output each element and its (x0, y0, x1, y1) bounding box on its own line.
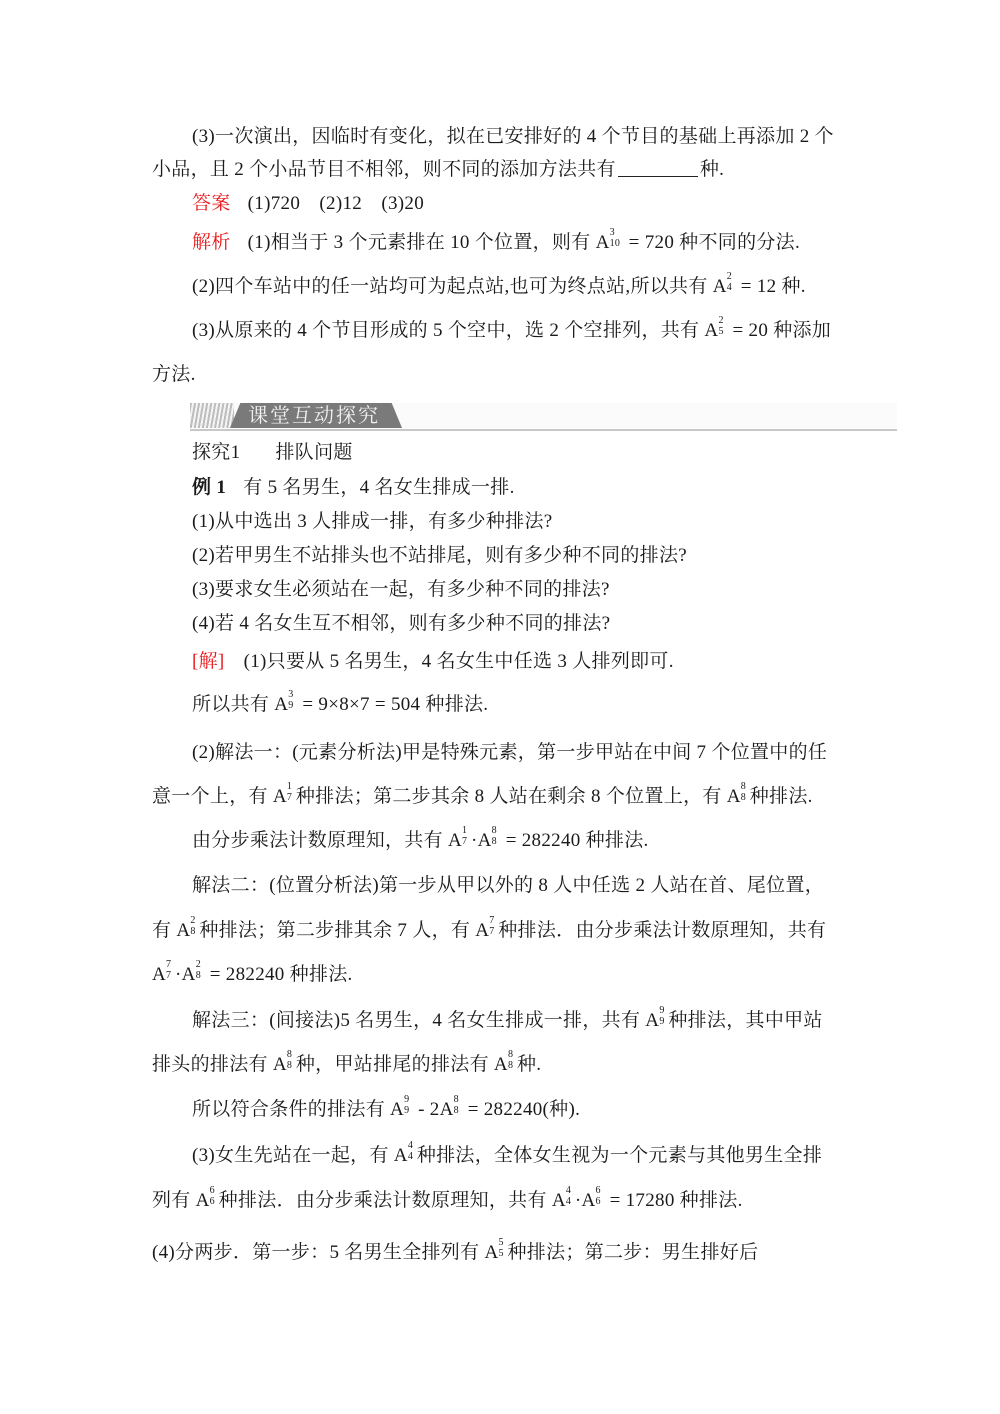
permutation-index: 7 7 (489, 915, 495, 937)
m3-l3-b: - 2A (413, 1099, 454, 1120)
m1-l2-a: 意一个上，有 A (152, 786, 287, 807)
m3-l1-b: 种排法，其中甲站 (668, 1010, 823, 1031)
solution-method1-line-1: (2)解法一：(元素分析法)甲是特殊元素，第一步甲站在中间 7 个位置中的任 (192, 742, 828, 763)
solution-method1-line-3 (192, 825, 649, 854)
permutation-index: 2 8 (195, 959, 201, 981)
solution-part4-line-1 (152, 1237, 759, 1266)
problem-3-text-2a: 小品，且 2 个小品节目不相邻，则不同的添加方法共有 (152, 159, 616, 180)
analysis-p2-b: = 12 种. (735, 276, 806, 297)
example-q1: (1)从中选出 3 人排成一排，有多少种排法? (192, 511, 553, 532)
s3-l1-b: 种排法，全体女生视为一个元素与其他男生全排 (416, 1145, 823, 1166)
solution-line-1 (192, 649, 674, 675)
m3-l2-b: 种，甲站排尾的排法有 A (295, 1054, 508, 1075)
solution-s1-b: 所以共有 A (192, 694, 289, 715)
analysis-p3-c: 方法. (152, 364, 196, 385)
permutation-index: 3 10 (609, 227, 621, 249)
m3-l2-c: 种. (516, 1054, 542, 1075)
analysis-p3-a: (3)从原来的 4 个节目形成的 5 个空中，选 2 个空排列，共有 A (192, 320, 719, 341)
permutation-index: 4 4 (565, 1185, 572, 1207)
analysis-label: 解析 (192, 232, 231, 253)
solution-line-2 (192, 689, 489, 718)
m1-l3-b: ·A (470, 830, 492, 851)
solution-method3-line-2 (152, 1049, 542, 1078)
permutation-index: 2 5 (718, 315, 724, 337)
solution-part3-line-1 (192, 1140, 823, 1169)
s3-l2-b: 种排法．由分步乘法计数原理知，共有 A (218, 1190, 566, 1211)
problem-3-line-1 (192, 124, 834, 150)
m2-l3-c: = 282240 种排法. (204, 964, 353, 985)
permutation-index: 8 8 (491, 825, 497, 847)
answer-blank (618, 158, 698, 177)
explore-number: 探究1 (192, 442, 241, 463)
solution-s1-a: (1)只要从 5 名男生，4 名女生中任选 3 人排列即可. (243, 651, 674, 672)
problem-3-line-2 (152, 157, 724, 183)
example-label: 例 1 (192, 477, 227, 498)
explore-heading (192, 440, 353, 466)
solution-s1-c: = 9×8×7 = 504 种排法. (297, 694, 489, 715)
analysis-p1-b: = 720 种不同的分法. (623, 232, 801, 253)
answer-text: (1)720 (2)12 (3)20 (247, 193, 425, 214)
m1-l2-b: 种排法；第二步其余 8 人站在剩余 8 个位置上，有 A (295, 786, 741, 807)
permutation-index: 8 8 (453, 1094, 459, 1116)
s3-l1-a: (3)女生先站在一起，有 A (192, 1145, 408, 1166)
example-stem-text: 有 5 名男生，4 名女生排成一排. (243, 477, 515, 498)
permutation-index: 6 6 (209, 1185, 215, 1207)
permutation-index: 9 9 (659, 1005, 665, 1027)
solution-method3-line-1 (192, 1005, 823, 1034)
m2-l2-c: 种排法．由分步乘法计数原理知，共有 (498, 920, 827, 941)
s3-l2-a: 列有 A (152, 1190, 210, 1211)
permutation-index: 5 5 (498, 1237, 504, 1259)
permutation-index: 4 4 (407, 1140, 414, 1162)
answer-label: 答案 (192, 193, 231, 214)
solution-label: [解] (192, 651, 225, 672)
banner-rule (190, 429, 897, 431)
permutation-index: 7 7 (166, 959, 172, 981)
m2-l3-b: ·A (175, 964, 196, 985)
solution-method2-line-3 (152, 959, 353, 988)
s4-b: 种排法；第二步：男生排好后 (507, 1242, 759, 1263)
example-q4: (4)若 4 名女生互不相邻，则有多少种不同的排法? (192, 613, 611, 634)
m3-l3-a: 所以符合条件的排法有 A (192, 1099, 405, 1120)
permutation-index: 2 8 (190, 915, 196, 937)
example-q2: (2)若甲男生不站排头也不站排尾，则有多少种不同的排法? (192, 545, 687, 566)
m3-l3-c: = 282240(种). (462, 1099, 581, 1120)
section-banner (190, 401, 897, 431)
permutation-index: 8 8 (286, 1049, 293, 1071)
solution-method2-line-2 (152, 915, 827, 944)
banner-title: 课堂互动探究 (248, 403, 380, 427)
permutation-index: 9 9 (404, 1094, 410, 1116)
permutation-index: 1 7 (286, 781, 293, 803)
permutation-index: 3 9 (288, 689, 294, 711)
analysis-p3-b: = 20 种添加 (727, 320, 832, 341)
analysis-line-1 (192, 227, 801, 256)
m3-l1-a: 解法三：(间接法)5 名男生，4 名女生排成一排，共有 A (192, 1010, 660, 1031)
solution-part3-line-2 (152, 1185, 743, 1214)
analysis-line-2 (192, 271, 806, 300)
solution-method2-line-1: 解法二：(位置分析法)第一步从甲以外的 8 人中任选 2 人站在首、尾位置， (192, 875, 825, 896)
permutation-index: 6 6 (595, 1185, 601, 1207)
solution-method3-line-3 (192, 1094, 581, 1123)
explore-title: 排队问题 (275, 442, 353, 463)
permutation-index: 8 8 (507, 1049, 514, 1071)
m1-l3-a: 由分步乘法计数原理知，共有 A (192, 830, 462, 851)
s4-a: (4)分两步．第一步：5 名男生全排列有 A (152, 1242, 499, 1263)
s3-l2-c: ·A (574, 1190, 596, 1211)
permutation-index: 2 4 (726, 271, 733, 293)
example-stem (192, 475, 515, 501)
m3-l2-a: 排头的排法有 A (152, 1054, 287, 1075)
problem-3-text-2b: 种. (699, 159, 725, 180)
m2-l3-a: A (152, 964, 167, 985)
analysis-line-4 (152, 362, 196, 388)
permutation-index: 8 8 (740, 781, 747, 803)
m2-l2-b: 种排法；第二步排其余 7 人，有 A (199, 920, 490, 941)
analysis-p1-a: (1)相当于 3 个元素排在 10 个位置，则有 A (247, 232, 610, 253)
analysis-p2-a: (2)四个车站中的任一站均可为起点站,也可为终点站,所以共有 A (192, 276, 727, 297)
m1-l3-c: = 282240 种排法. (500, 830, 649, 851)
s3-l2-d: = 17280 种排法. (604, 1190, 743, 1211)
example-q3: (3)要求女生必须站在一起，有多少种不同的排法? (192, 579, 610, 600)
problem-3-text-1: (3)一次演出，因临时有变化，拟在已安排好的 4 个节目的基础上再添加 2 个 (192, 126, 834, 147)
m1-l2-c: 种排法. (749, 786, 813, 807)
solution-method1-line-2 (152, 781, 813, 810)
m2-l2-a: 有 A (152, 920, 191, 941)
answer-line (192, 191, 424, 217)
banner-stripes-decoration (190, 403, 234, 428)
analysis-line-3 (192, 315, 832, 344)
permutation-index: 1 7 (461, 825, 468, 847)
